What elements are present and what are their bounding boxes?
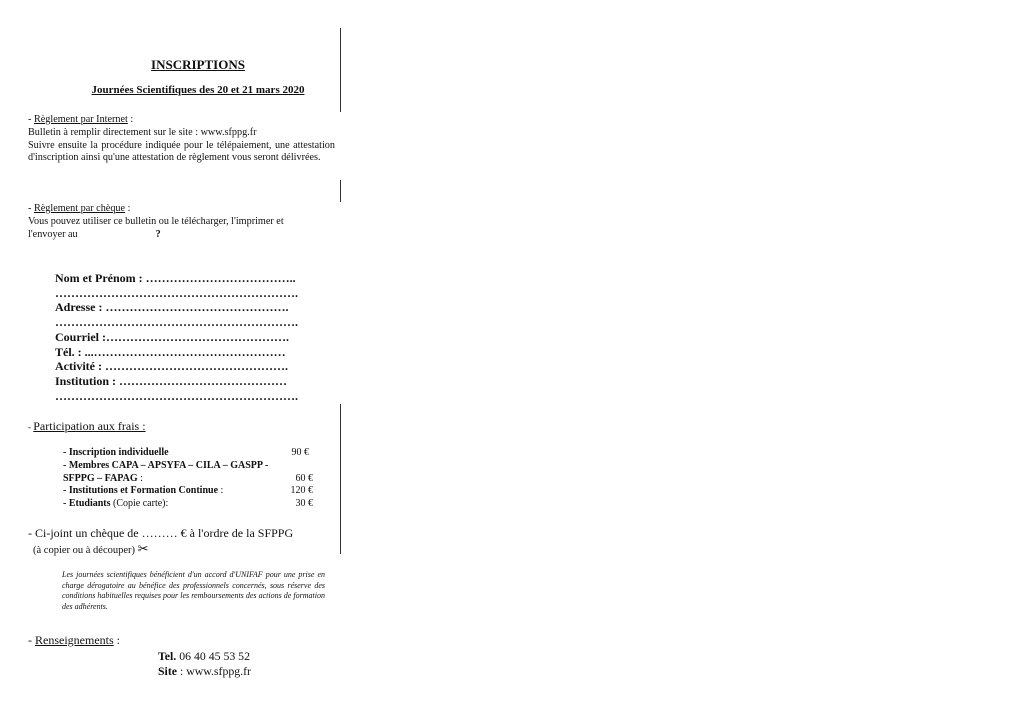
fee-row-members: - Membres CAPA – APSYFA – CILA – GASPP - [63, 459, 269, 471]
fee-row-students: - Etudiants (Copie carte): 30 € [63, 498, 313, 510]
cheque-join-line: - Ci-joint un chèque de ……… € à l'ordre de la SFPPG [28, 526, 294, 540]
margin-line-middle [340, 180, 341, 202]
info-heading: - Renseignements : [28, 633, 120, 647]
cheque-line-1: Vous pouvez utiliser ce bulletin ou le télécharger, l'imprimer et [28, 215, 284, 227]
fee-row-individual: - Inscription individuelle 90 € [63, 447, 309, 458]
field-email[interactable]: Courriel :………………………………………. [55, 329, 289, 344]
cheque-join-note: (à copier ou à découper) ✂ [33, 541, 149, 556]
internet-payment-section [28, 114, 335, 165]
fee-row-members-cont: SFPPG – FAPAG : 60 € [63, 472, 313, 484]
event-subtitle: Journées Scientifiques des 20 et 21 mars 2020 [91, 84, 305, 96]
field-phone[interactable]: Tél. : ...………………………………………… [55, 344, 286, 359]
fees-list [63, 447, 313, 511]
cheque-payment-section [28, 203, 335, 241]
field-name-continued[interactable]: ……………………………………………………. [55, 285, 298, 300]
cheque-heading: - Règlement par chèque : [28, 203, 131, 214]
contact-phone: Tel. 06 40 45 53 52 [158, 649, 250, 663]
internet-line-2: Suivre ensuite la procédure indiquée pour le télépaiement, une attestation d'inscription ainsi qu'une attestation de règlement vous seront délivrées. [28, 139, 335, 164]
fee-row-institutions: - Institutions et Formation Continue : 120 € [63, 485, 313, 497]
field-address-continued[interactable]: ……………………………………………………. [55, 315, 298, 330]
margin-line-bottom [340, 404, 341, 554]
contact-site[interactable]: Site : www.sfppg.fr [158, 663, 251, 678]
scissors-icon: ✂ [137, 541, 149, 556]
field-name[interactable]: Nom et Prénom : ……………………………….. [55, 271, 296, 285]
unifaf-note: Les journées scientifiques bénéficient d'un accord d'UNIFAF pour une prise en charge dérogatoire au bénéfice des professionnels concernés, sous réserve des conditions habituelles requises pour les remboursements des actions de formation des adhérents. [62, 570, 325, 611]
cheque-line-2: l'envoyer au ? [28, 228, 161, 240]
field-address[interactable]: Adresse : ………………………………………. [55, 300, 289, 315]
field-institution-continued[interactable]: ……………………………………………………. [55, 388, 298, 403]
registration-form [55, 271, 325, 403]
page-title: INSCRIPTIONS [151, 57, 245, 72]
internet-line-1: Bulletin à remplir directement sur le site : www.sfppg.fr [28, 126, 257, 138]
field-institution[interactable]: Institution : …………………………………… [55, 373, 288, 388]
field-activity[interactable]: Activité : ………………………………………. [55, 359, 288, 374]
contact-block [158, 649, 251, 678]
cheque-join-section [28, 526, 293, 558]
participation-heading: - Participation aux frais : [28, 419, 146, 433]
internet-heading: - Règlement par Internet : [28, 114, 134, 125]
